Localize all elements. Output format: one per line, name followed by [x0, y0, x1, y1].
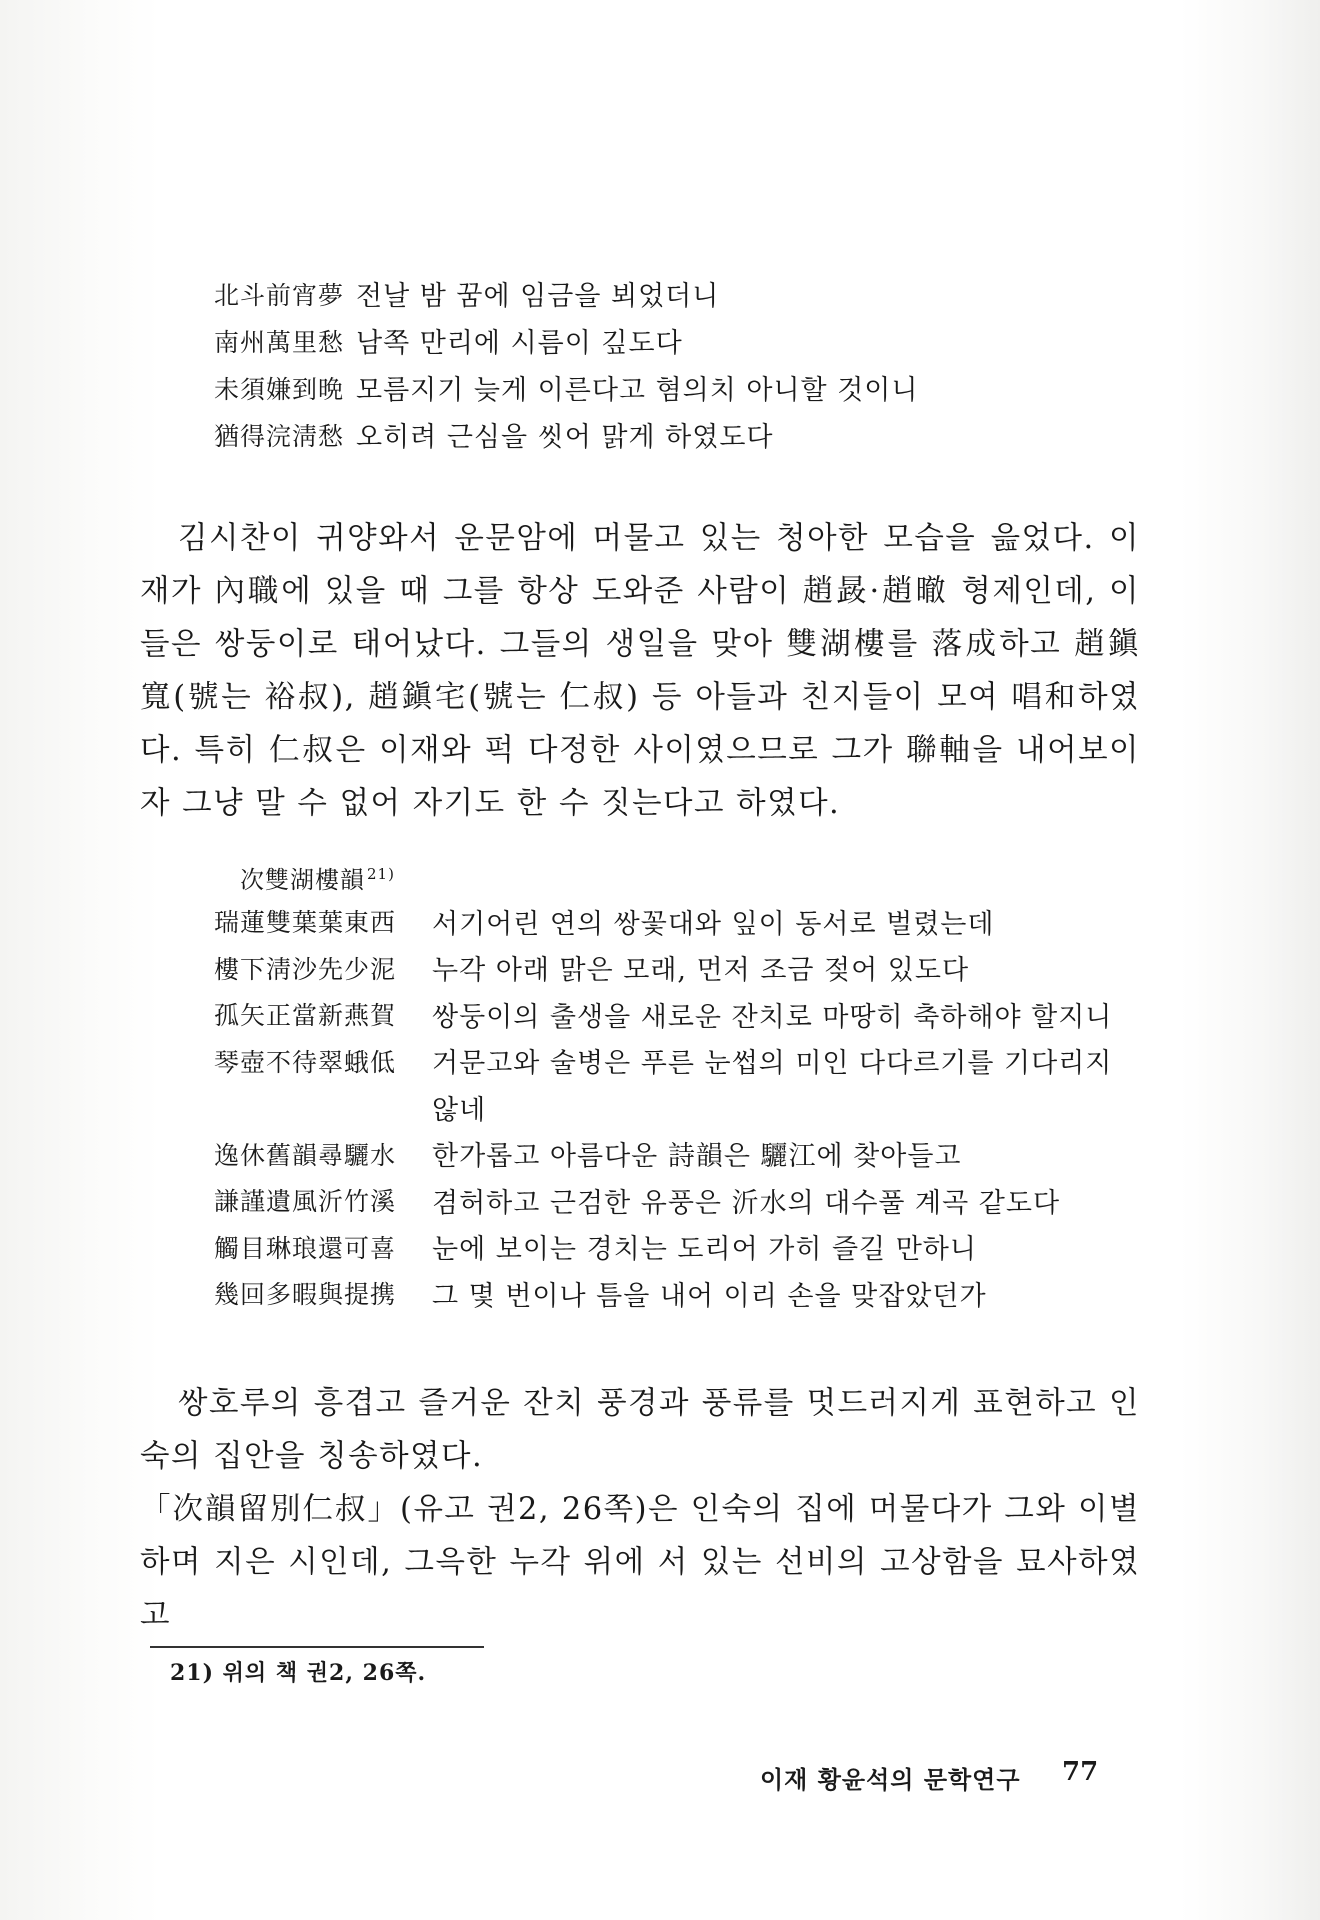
poem-hanja: 孤矢正當新燕賀 — [214, 1001, 397, 1031]
poem-translation: 거문고와 술병은 푸른 눈썹의 미인 다다르기를 기다리지 — [432, 1048, 1113, 1080]
poem-hanja: 猶得浣淸愁 — [214, 421, 345, 451]
poem-line — [214, 364, 918, 411]
poem-hanja: 觸目琳琅還可喜 — [214, 1233, 397, 1263]
poem-hanja: 琴壺不待翠蛾低 — [214, 1047, 397, 1077]
body-paragraph-1: 김시찬이 귀양와서 운문암에 머물고 있는 청아한 모습을 읊었다. 이재가 內職에 있을 때 그를 항상 도와준 사람이 趙晸·趙㬚 형제인데, 이들은 쌍둥이로 태어났다. 그들의 생일을 맞아 雙湖樓를 落成하고 趙鎭寬(號는 裕叔), 趙鎭宅(號는 仁叔) 등 아들과 친지들이 모여 唱和하였다. 특히 仁叔은 이재와 퍽 다정한 사이였으므로 그가 聯軸을 내어보이자 그냥 말 수 없어 자기도 한 수 짓는다고 하였다. — [140, 521, 1140, 821]
poem-line — [214, 1224, 1132, 1271]
poem-hanja: 瑞蓮雙葉葉東西 — [214, 908, 397, 938]
poem-hanja: 未須嫌到晩 — [214, 374, 345, 404]
footnote: 21) 위의 책 권2, 26쪽. — [170, 1660, 427, 1686]
poem-translation: 쌍둥이의 출생을 새로운 잔치로 마땅히 축하해야 할지니 — [432, 1001, 1113, 1033]
poem-1 — [214, 270, 918, 458]
poem-line — [214, 898, 1132, 945]
poem-line — [214, 270, 918, 317]
poem-translation: 오히려 근심을 씻어 맑게 하였도다 — [356, 422, 774, 453]
poem-translation: 서기어린 연의 쌍꽃대와 잎이 동서로 벌렸는데 — [432, 908, 995, 940]
poem-hanja: 幾回多暇與提携 — [214, 1280, 397, 1310]
poem-line — [214, 991, 1132, 1038]
poem-hanja: 逸休舊韻尋驪水 — [214, 1140, 397, 1170]
poem-translation: 남쪽 만리에 시름이 깊도다 — [356, 328, 683, 359]
poem-translation: 누각 아래 맑은 모래, 먼저 조금 젖어 있도다 — [432, 955, 970, 987]
poem-line — [214, 317, 918, 364]
poem-line — [214, 1177, 1132, 1224]
body-paragraph-3: 「次韻留別仁叔」(유고 권2, 26쪽)은 인숙의 집에 머물다가 그와 이별하며 지은 시인데, 그윽한 누각 위에 서 있는 선비의 고상함을 묘사하였고 — [140, 1492, 1140, 1633]
poem-translation: 눈에 보이는 경치는 도리어 가히 즐길 만하니 — [432, 1234, 977, 1266]
running-head: 이재 황윤석의 문학연구 — [760, 1765, 1021, 1794]
poem-2-title-text: 次雙湖樓韻 — [240, 866, 365, 894]
page-number: 77 — [1062, 1757, 1099, 1787]
poem-hanja: 北斗前宵夢 — [214, 280, 345, 310]
footnote-divider — [150, 1646, 484, 1648]
poem-line — [214, 1131, 1132, 1178]
poem-line — [214, 1084, 1132, 1131]
poem-translation: 한가롭고 아름다운 詩韻은 驪江에 찾아들고 — [432, 1141, 962, 1173]
poem-translation: 그 몇 번이나 틈을 내어 이리 손을 맞잡았던가 — [432, 1280, 987, 1312]
poem-translation: 모름지기 늦게 이른다고 혐의치 아니할 것이니 — [356, 375, 919, 406]
poem-hanja: 南州萬里愁 — [214, 327, 345, 357]
poem-translation: 겸허하고 근검한 유풍은 沂水의 대수풀 계곡 같도다 — [432, 1187, 1061, 1219]
poem-2-title — [240, 860, 395, 895]
poem-line — [214, 411, 918, 458]
poem-hanja: 樓下淸沙先少泥 — [214, 954, 397, 984]
poem-hanja: 謙謹遺風沂竹溪 — [214, 1187, 397, 1217]
poem-line — [214, 1270, 1132, 1317]
poem-translation: 전날 밤 꿈에 임금을 뵈었더니 — [356, 281, 720, 312]
poem-line — [214, 1038, 1132, 1085]
poem-translation-continued: 않네 — [432, 1094, 487, 1126]
body-paragraph-2: 쌍호루의 흥겹고 즐거운 잔치 풍경과 풍류를 멋드러지게 표현하고 인숙의 집안을 칭송하였다. — [140, 1386, 1140, 1474]
poem-2 — [214, 898, 1132, 1317]
footnote-marker: 21) — [367, 865, 395, 883]
poem-line — [214, 945, 1132, 992]
